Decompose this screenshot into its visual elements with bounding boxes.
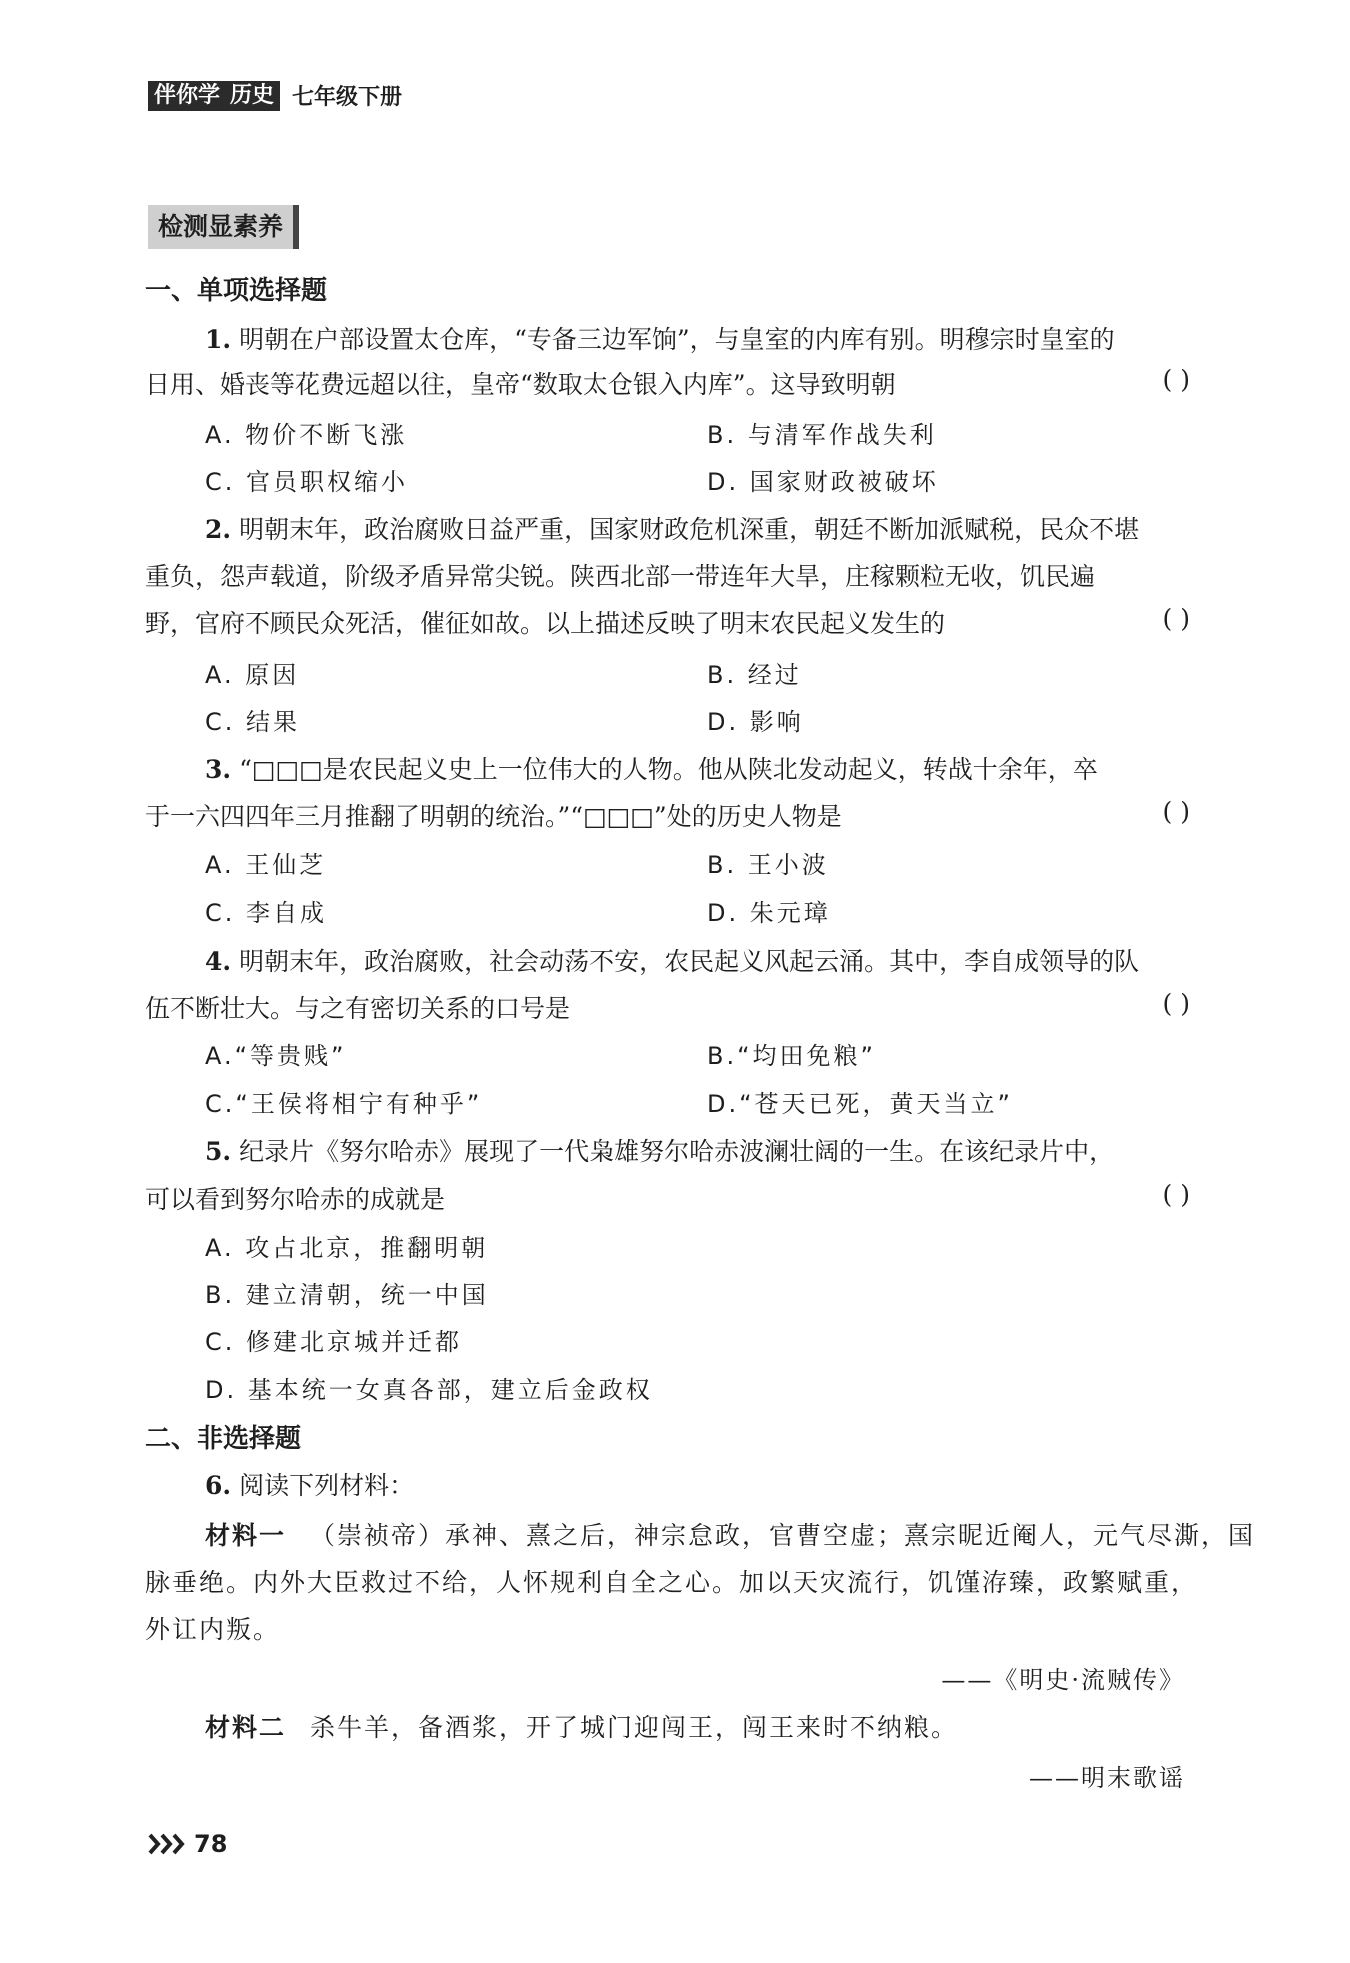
q2-line3 [145, 604, 1195, 640]
q1-text1: 明朝在户部设置太仓库，“专备三边军饷”，与皇室的内库有别。明穆宗时皇室的 [239, 325, 1115, 354]
material1-line1 [205, 1516, 1256, 1552]
q3-number: 3. [205, 755, 232, 784]
q3-option-c[interactable]: C. 李自成 [205, 899, 328, 927]
q5-option-c[interactable]: C. 修建北京城并迁都 [205, 1328, 463, 1356]
q5-text2: 可以看到努尔哈赤的成就是 [145, 1185, 446, 1214]
q3-line1 [205, 750, 1195, 786]
material1-line2: 脉垂绝。内外大臣救过不给，人怀规利自全之心。加以天灾流行，饥馑洊臻，政繁赋重， [145, 1568, 1199, 1597]
material2-label: 材料二 [205, 1713, 287, 1742]
q1-text2: 日用、婚丧等花费远超以往，皇帝“数取太仓银入内库”。这导致明朝 [145, 370, 896, 399]
q1-number: 1. [205, 325, 232, 354]
material1-label: 材料一 [205, 1521, 287, 1550]
q3-text2: 于一六四四年三月推翻了明朝的统治。”“□□□”处的历史人物是 [145, 802, 842, 831]
brand-badge [148, 81, 280, 111]
q2-line2: 重负，怨声载道，阶级矛盾异常尖锐。陕西北部一带连年大旱，庄稼颗粒无收，饥民遍 [145, 562, 1096, 591]
material1-source: ——《明史·流贼传》 [941, 1666, 1185, 1694]
section-title: 检测显素养 [148, 205, 299, 249]
q1-option-b[interactable]: B. 与清军作战失利 [707, 421, 937, 449]
q2-text1: 明朝末年，政治腐败日益严重，国家财政危机深重，朝廷不断加派赋税，民众不堪 [239, 515, 1140, 544]
q4-option-b[interactable]: B.“均田免粮” [707, 1042, 876, 1070]
q1-line1 [205, 320, 1195, 356]
q3-line2 [145, 797, 1195, 833]
q1-option-d[interactable]: D. 国家财政被破坏 [707, 468, 939, 496]
grade-label: 七年级下册 [292, 84, 403, 110]
material2-source: ——明末歌谣 [1029, 1764, 1185, 1792]
q4-text2: 伍不断壮大。与之有密切关系的口号是 [145, 994, 571, 1023]
brand-name: 伴你学 [154, 82, 221, 108]
q3-text1: “□□□是农民起义史上一位伟大的人物。他从陕北发动起义，转战十余年，卒 [239, 755, 1098, 784]
q2-line1 [205, 510, 1195, 546]
q4-answer-paren[interactable]: ( ) [1162, 989, 1190, 1018]
q2-option-c[interactable]: C. 结果 [205, 708, 301, 736]
q4-option-a[interactable]: A.“等贵贱” [205, 1042, 347, 1070]
q5-option-a[interactable]: A. 攻占北京，推翻明朝 [205, 1234, 489, 1262]
q4-option-d[interactable]: D.“苍天已死，黄天当立” [707, 1090, 1013, 1118]
q2-option-a[interactable]: A. 原因 [205, 661, 300, 689]
q2-number: 2. [205, 515, 232, 544]
material1-line3: 外讧内叛。 [145, 1615, 281, 1644]
part1-title: 一、单项选择题 [145, 276, 328, 306]
q3-option-a[interactable]: A. 王仙芝 [205, 851, 327, 879]
q5-option-d[interactable]: D. 基本统一女真各部，建立后金政权 [205, 1376, 653, 1404]
q2-option-b[interactable]: B. 经过 [707, 661, 802, 689]
q5-answer-paren[interactable]: ( ) [1162, 1180, 1190, 1209]
q4-line2 [145, 989, 1195, 1025]
chevrons-icon [148, 1833, 188, 1855]
q5-line2 [145, 1180, 1195, 1216]
page-footer [148, 1830, 227, 1858]
q2-option-d[interactable]: D. 影响 [707, 708, 804, 736]
page-header [148, 80, 402, 111]
q4-option-c[interactable]: C.“王侯将相宁有种乎” [205, 1090, 483, 1118]
q6-intro [205, 1466, 1195, 1502]
q5-option-b[interactable]: B. 建立清朝，统一中国 [205, 1281, 489, 1309]
q5-number: 5. [205, 1137, 232, 1166]
q4-line1 [205, 942, 1195, 978]
material2-line [205, 1708, 1195, 1744]
page-number: 78 [194, 1830, 228, 1858]
q1-option-c[interactable]: C. 官员职权缩小 [205, 468, 409, 496]
q4-number: 4. [205, 947, 232, 976]
q3-answer-paren[interactable]: ( ) [1162, 797, 1190, 826]
material2-text: 杀牛羊，备酒浆，开了城门迎闯王，闯王来时不纳粮。 [310, 1713, 959, 1742]
q1-line2 [145, 365, 1195, 401]
q6-intro-text: 阅读下列材料： [239, 1471, 415, 1500]
q3-option-d[interactable]: D. 朱元璋 [707, 899, 831, 927]
q3-option-b[interactable]: B. 王小波 [707, 851, 829, 879]
q2-text3: 野，官府不顾民众死活，催征如故。以上描述反映了明末农民起义发生的 [145, 609, 946, 638]
q2-answer-paren[interactable]: ( ) [1162, 604, 1190, 633]
q1-option-a[interactable]: A. 物价不断飞涨 [205, 421, 408, 449]
q4-text1: 明朝末年，政治腐败，社会动荡不安，农民起义风起云涌。其中，李自成领导的队 [239, 947, 1140, 976]
material1-text1: （崇祯帝）承神、熹之后，神宗怠政，官曹空虚；熹宗昵近阉人，元气尽澌，国 [310, 1521, 1256, 1550]
part2-title: 二、非选择题 [145, 1424, 302, 1454]
q5-line1 [205, 1132, 1195, 1168]
q1-answer-paren[interactable]: ( ) [1162, 365, 1190, 394]
q5-text1: 纪录片《努尔哈赤》展现了一代枭雄努尔哈赤波澜壮阔的一生。在该纪录片中， [239, 1137, 1115, 1166]
brand-subject: 历史 [230, 82, 275, 108]
q6-number: 6. [205, 1471, 232, 1500]
